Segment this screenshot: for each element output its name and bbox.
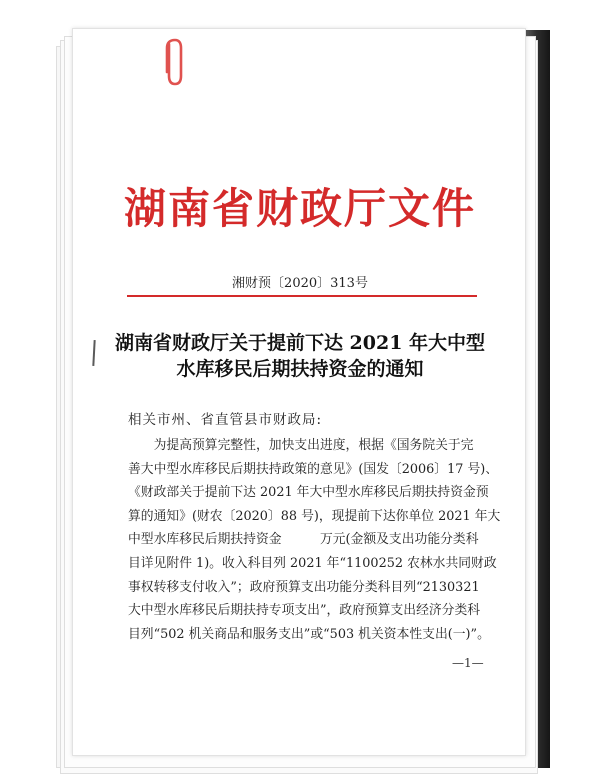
body-line: 中型水库移民后期扶持资金 万元(金额及支出功能分类科 [128, 532, 479, 548]
notice-title-line: 水库移民后期扶持资金的通知 [176, 358, 424, 380]
body-line: 目列“502 机关商品和服务支出”或“503 机关资本性支出(一)”。 [128, 626, 490, 642]
document-header-title: 湖南省财政厅文件 [123, 184, 476, 233]
recipient-line: 相关市州、省直管县市财政局: [128, 412, 323, 428]
header-divider [127, 295, 477, 297]
body-line: 善大中型水库移民后期扶持政策的意见》(国发〔2006〕17 号)、 [128, 461, 499, 477]
document-number: 湘财预〔2020〕313号 [232, 276, 368, 291]
paper-clip-icon [162, 36, 188, 88]
document-page [72, 28, 526, 756]
notice-title-line: 湖南省财政厅关于提前下达 2021 年大中型 [114, 332, 486, 354]
body-line: 算的通知》(财农〔2020〕88 号)，现提前下达你单位 2021 年大 [128, 508, 501, 524]
body-line: 目详见附件 1)。收入科目列 2021 年“1100252 农林水共同财政 [128, 555, 497, 571]
notice-title [110, 330, 490, 382]
body-line: 大中型水库移民后期扶持专项支出”，政府预算支出经济分类科 [128, 603, 481, 619]
body-line: 《财政部关于提前下达 2021 年大中型水库移民后期扶持资金预 [128, 485, 489, 501]
body-text [128, 434, 501, 646]
body-line: 事权转移支付收入”；政府预算支出功能分类科目列“2130321 [128, 579, 480, 595]
body-line: 为提高预算完整性，加快支出进度，根据《国务院关于完 [128, 438, 474, 453]
page-number: —1— [452, 656, 484, 670]
